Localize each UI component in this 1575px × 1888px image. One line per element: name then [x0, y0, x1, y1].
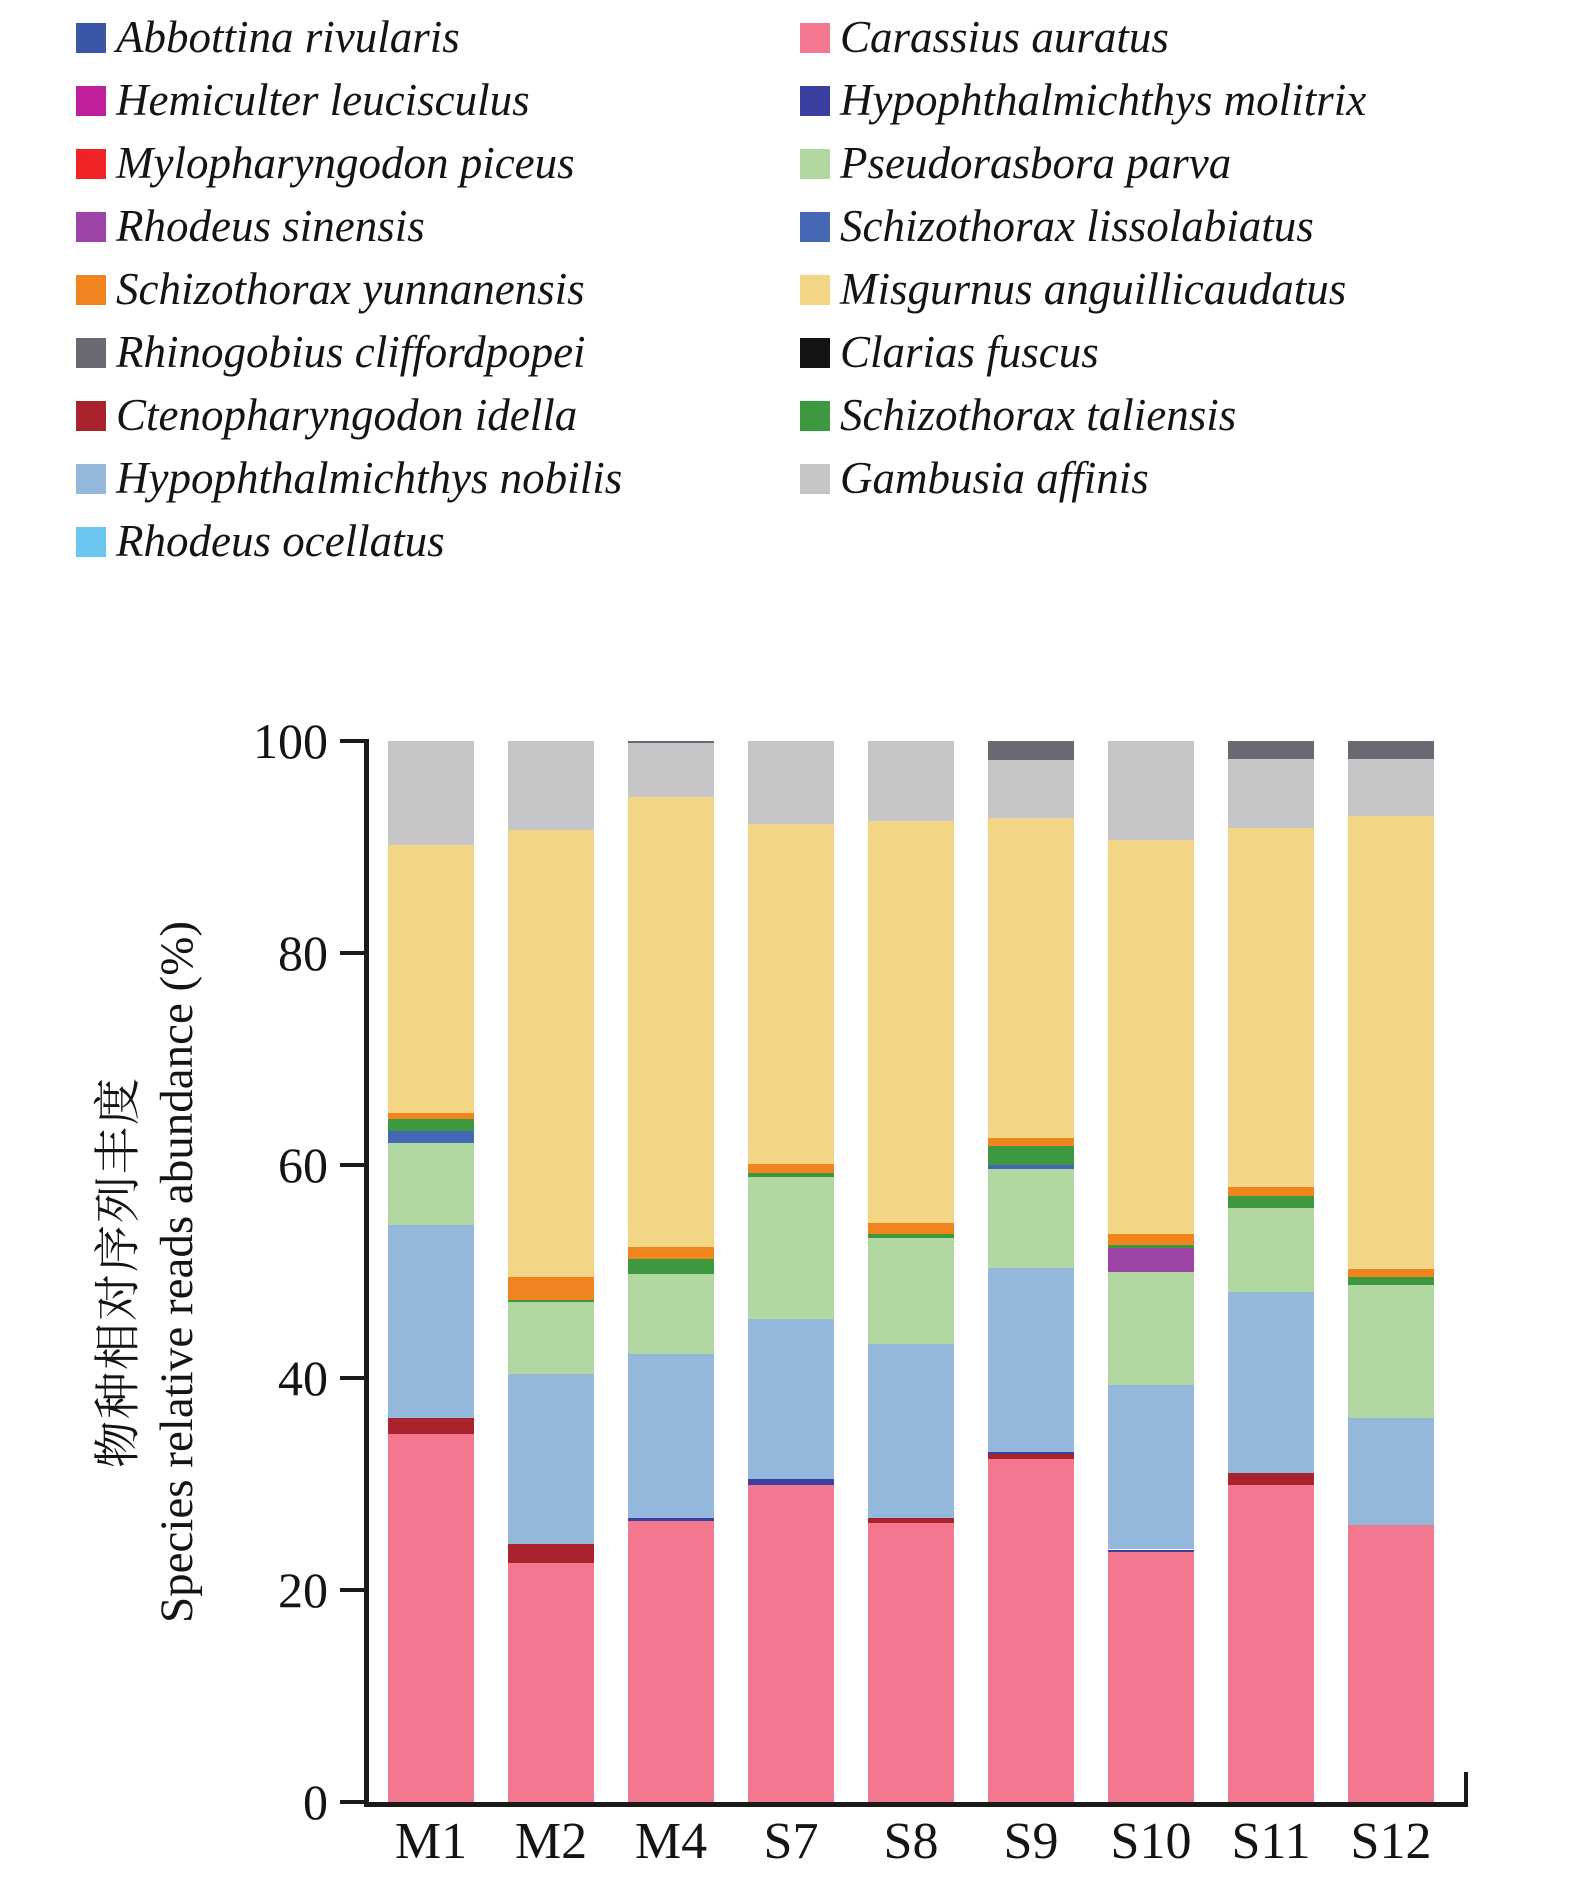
x-tick-label-s9: S9	[1003, 1813, 1059, 1870]
legend-label-abbottina-rivularis: Abbottina rivularis	[116, 12, 460, 62]
x-tick-label-s12: S12	[1350, 1813, 1432, 1870]
bar-s8	[868, 741, 954, 1802]
segment-s10-misgurnus-anguillicaudatus	[1108, 840, 1194, 1235]
legend-label-hemiculter-leucisculus: Hemiculter leucisculus	[116, 75, 530, 125]
segment-m2-misgurnus-anguillicaudatus	[508, 830, 594, 1277]
segment-s8-schizothorax-yunnanensis	[868, 1223, 954, 1235]
y-axis-title	[90, 672, 206, 1872]
segment-s12-pseudorasbora-parva	[1348, 1285, 1434, 1418]
bar-s9	[988, 741, 1074, 1802]
segment-s7-pseudorasbora-parva	[748, 1177, 834, 1319]
legend-column-left	[76, 6, 622, 573]
y-tick-0	[340, 1800, 364, 1804]
y-tick-100	[340, 739, 364, 743]
segment-s7-schizothorax-yunnanensis	[748, 1164, 834, 1172]
plot-area	[369, 741, 1465, 1802]
segment-m4-hypophthalmichthys-nobilis	[628, 1354, 714, 1517]
legend-item-hypophthalmichthys-molitrix	[800, 69, 1366, 132]
bar-s11	[1228, 741, 1314, 1802]
legend-label-mylopharyngodon-piceus: Mylopharyngodon piceus	[116, 138, 575, 188]
segment-m1-schizothorax-taliensis	[388, 1119, 474, 1132]
segment-s9-schizothorax-taliensis	[988, 1146, 1074, 1165]
segment-s7-misgurnus-anguillicaudatus	[748, 824, 834, 1165]
segment-s7-gambusia-affinis	[748, 741, 834, 824]
legend-swatch-gambusia-affinis	[800, 464, 830, 494]
segment-s9-hypophthalmichthys-nobilis	[988, 1268, 1074, 1452]
segment-s8-ctenopharyngodon-idella	[868, 1518, 954, 1523]
legend-swatch-hemiculter-leucisculus	[76, 86, 106, 116]
segment-s10-carassius-auratus	[1108, 1552, 1194, 1802]
segment-s7-carassius-auratus	[748, 1485, 834, 1802]
segment-s8-misgurnus-anguillicaudatus	[868, 821, 954, 1223]
segment-s8-hypophthalmichthys-nobilis	[868, 1344, 954, 1518]
bar-m1	[388, 741, 474, 1802]
legend-column-right	[800, 6, 1366, 510]
y-tick-label-80: 80	[278, 925, 328, 982]
legend-label-hypophthalmichthys-nobilis: Hypophthalmichthys nobilis	[116, 453, 623, 503]
segment-m1-schizothorax-yunnanensis	[388, 1113, 474, 1118]
legend-item-carassius-auratus	[800, 6, 1366, 69]
segment-s12-misgurnus-anguillicaudatus	[1348, 816, 1434, 1269]
segment-s9-misgurnus-anguillicaudatus	[988, 818, 1074, 1137]
segment-m2-schizothorax-yunnanensis	[508, 1277, 594, 1300]
segment-s11-ctenopharyngodon-idella	[1228, 1473, 1314, 1485]
legend-swatch-pseudorasbora-parva	[800, 149, 830, 179]
segment-s11-misgurnus-anguillicaudatus	[1228, 828, 1314, 1187]
segment-s11-rhinogobius-cliffordpopei	[1228, 741, 1314, 759]
legend-label-hypophthalmichthys-molitrix: Hypophthalmichthys molitrix	[840, 75, 1367, 125]
segment-m2-ctenopharyngodon-idella	[508, 1544, 594, 1563]
segment-m1-gambusia-affinis	[388, 741, 474, 845]
segment-m2-schizothorax-taliensis	[508, 1300, 594, 1302]
legend-swatch-ctenopharyngodon-idella	[76, 401, 106, 431]
segment-s12-gambusia-affinis	[1348, 759, 1434, 816]
legend-label-rhodeus-sinensis: Rhodeus sinensis	[116, 201, 425, 251]
legend-item-ctenopharyngodon-idella	[76, 384, 622, 447]
x-tick-label-s11: S11	[1231, 1813, 1311, 1870]
segment-s10-schizothorax-taliensis	[1108, 1245, 1194, 1248]
segment-s10-hypophthalmichthys-molitrix	[1108, 1550, 1194, 1552]
bar-m2	[508, 741, 594, 1802]
legend-item-rhodeus-ocellatus	[76, 510, 622, 573]
segment-m1-ctenopharyngodon-idella	[388, 1418, 474, 1434]
segment-s11-gambusia-affinis	[1228, 759, 1314, 828]
legend-swatch-schizothorax-taliensis	[800, 401, 830, 431]
x-tick-label-m4: M4	[634, 1813, 708, 1870]
segment-s9-hypophthalmichthys-molitrix	[988, 1452, 1074, 1454]
segment-s11-schizothorax-taliensis	[1228, 1196, 1314, 1208]
legend-item-schizothorax-lissolabiatus	[800, 195, 1366, 258]
legend-swatch-misgurnus-anguillicaudatus	[800, 275, 830, 305]
segment-s11-hypophthalmichthys-nobilis	[1228, 1292, 1314, 1473]
segment-s12-schizothorax-yunnanensis	[1348, 1269, 1434, 1276]
segment-s9-schizothorax-lissolabiatus	[988, 1165, 1074, 1168]
legend-swatch-abbottina-rivularis	[76, 23, 106, 53]
segment-s8-schizothorax-taliensis	[868, 1234, 954, 1237]
legend-swatch-schizothorax-lissolabiatus	[800, 212, 830, 242]
segment-m2-carassius-auratus	[508, 1563, 594, 1802]
segment-m1-carassius-auratus	[388, 1434, 474, 1802]
x-tick-label-m2: M2	[514, 1813, 588, 1870]
x-tick-label-s10: S10	[1110, 1813, 1192, 1870]
y-tick-label-40: 40	[278, 1349, 328, 1406]
segment-s12-rhinogobius-cliffordpopei	[1348, 741, 1434, 759]
segment-m2-pseudorasbora-parva	[508, 1302, 594, 1374]
legend-label-gambusia-affinis: Gambusia affinis	[840, 453, 1149, 503]
y-tick-20	[340, 1588, 364, 1592]
x-tick-label-s7: S7	[763, 1813, 819, 1870]
legend-label-clarias-fuscus: Clarias fuscus	[840, 327, 1099, 377]
bar-s12	[1348, 741, 1434, 1802]
y-axis-title-chinese: 物种相对序列丰度	[93, 1076, 145, 1468]
legend-label-schizothorax-lissolabiatus: Schizothorax lissolabiatus	[840, 201, 1314, 251]
segment-m4-hypophthalmichthys-molitrix	[628, 1518, 714, 1521]
segment-s12-hypophthalmichthys-nobilis	[1348, 1418, 1434, 1525]
legend-item-gambusia-affinis	[800, 447, 1366, 510]
segment-s8-pseudorasbora-parva	[868, 1238, 954, 1344]
y-tick-40	[340, 1376, 364, 1380]
legend-swatch-carassius-auratus	[800, 23, 830, 53]
x-axis-line	[364, 1802, 1468, 1807]
segment-s10-gambusia-affinis	[1108, 741, 1194, 840]
legend-swatch-schizothorax-yunnanensis	[76, 275, 106, 305]
segment-s7-hypophthalmichthys-nobilis	[748, 1319, 834, 1479]
legend-swatch-rhodeus-ocellatus	[76, 527, 106, 557]
legend-item-clarias-fuscus	[800, 321, 1366, 384]
legend-label-carassius-auratus: Carassius auratus	[840, 12, 1169, 62]
segment-s7-schizothorax-taliensis	[748, 1173, 834, 1177]
segment-s10-schizothorax-yunnanensis	[1108, 1234, 1194, 1245]
segment-m4-pseudorasbora-parva	[628, 1274, 714, 1355]
legend-item-rhodeus-sinensis	[76, 195, 622, 258]
legend-item-hypophthalmichthys-nobilis	[76, 447, 622, 510]
legend-item-abbottina-rivularis	[76, 6, 622, 69]
y-tick-60	[340, 1163, 364, 1167]
segment-s12-schizothorax-taliensis	[1348, 1277, 1434, 1285]
segment-s9-ctenopharyngodon-idella	[988, 1454, 1074, 1459]
bar-s10	[1108, 741, 1194, 1802]
segment-s10-rhodeus-sinensis	[1108, 1248, 1194, 1271]
legend-swatch-mylopharyngodon-piceus	[76, 149, 106, 179]
segment-m4-gambusia-affinis	[628, 743, 714, 797]
segment-s11-schizothorax-yunnanensis	[1228, 1187, 1314, 1197]
y-axis-title-english: Species relative reads abundance (%)	[151, 920, 203, 1624]
legend-label-ctenopharyngodon-idella: Ctenopharyngodon idella	[116, 390, 578, 440]
legend-label-schizothorax-yunnanensis: Schizothorax yunnanensis	[116, 264, 585, 314]
legend-label-schizothorax-taliensis: Schizothorax taliensis	[840, 390, 1237, 440]
segment-m1-pseudorasbora-parva	[388, 1143, 474, 1225]
legend-swatch-rhodeus-sinensis	[76, 212, 106, 242]
legend-item-schizothorax-taliensis	[800, 384, 1366, 447]
y-tick-label-100: 100	[253, 713, 328, 769]
y-tick-label-60: 60	[278, 1137, 328, 1194]
y-tick-label-0: 0	[303, 1774, 328, 1830]
legend-item-rhinogobius-cliffordpopei	[76, 321, 622, 384]
legend-item-hemiculter-leucisculus	[76, 69, 622, 132]
y-tick-80	[340, 951, 364, 955]
segment-m4-rhinogobius-cliffordpopei	[628, 741, 714, 743]
legend-swatch-rhinogobius-cliffordpopei	[76, 338, 106, 368]
bar-m4	[628, 741, 714, 1802]
segment-s11-pseudorasbora-parva	[1228, 1208, 1314, 1292]
segment-s9-rhinogobius-cliffordpopei	[988, 741, 1074, 760]
legend-item-pseudorasbora-parva	[800, 132, 1366, 195]
segment-m4-carassius-auratus	[628, 1521, 714, 1802]
x-tick-label-m1: M1	[394, 1813, 468, 1870]
legend-item-mylopharyngodon-piceus	[76, 132, 622, 195]
segment-s9-carassius-auratus	[988, 1459, 1074, 1802]
bar-s7	[748, 741, 834, 1802]
segment-s9-schizothorax-yunnanensis	[988, 1138, 1074, 1146]
segment-m4-schizothorax-yunnanensis	[628, 1247, 714, 1259]
legend-label-rhinogobius-cliffordpopei: Rhinogobius cliffordpopei	[116, 327, 586, 377]
legend-label-pseudorasbora-parva: Pseudorasbora parva	[840, 138, 1232, 188]
segment-m1-misgurnus-anguillicaudatus	[388, 845, 474, 1113]
legend-swatch-hypophthalmichthys-nobilis	[76, 464, 106, 494]
segment-s12-carassius-auratus	[1348, 1525, 1434, 1802]
segment-s11-carassius-auratus	[1228, 1485, 1314, 1802]
legend-label-misgurnus-anguillicaudatus: Misgurnus anguillicaudatus	[840, 264, 1347, 314]
segment-m2-hypophthalmichthys-nobilis	[508, 1374, 594, 1544]
segment-s8-gambusia-affinis	[868, 741, 954, 821]
y-tick-label-20: 20	[278, 1561, 328, 1618]
segment-s8-carassius-auratus	[868, 1523, 954, 1802]
segment-s10-pseudorasbora-parva	[1108, 1272, 1194, 1386]
legend-swatch-hypophthalmichthys-molitrix	[800, 86, 830, 116]
segment-s9-gambusia-affinis	[988, 760, 1074, 818]
legend-item-misgurnus-anguillicaudatus	[800, 258, 1366, 321]
x-tick-label-s8: S8	[883, 1813, 939, 1870]
segment-m4-misgurnus-anguillicaudatus	[628, 797, 714, 1247]
segment-s7-hypophthalmichthys-molitrix	[748, 1479, 834, 1484]
legend-label-rhodeus-ocellatus: Rhodeus ocellatus	[116, 516, 445, 566]
segment-s9-pseudorasbora-parva	[988, 1169, 1074, 1269]
segment-m2-gambusia-affinis	[508, 741, 594, 830]
legend-swatch-clarias-fuscus	[800, 338, 830, 368]
segment-m1-hypophthalmichthys-nobilis	[388, 1225, 474, 1418]
segment-m1-schizothorax-lissolabiatus	[388, 1131, 474, 1143]
segment-m4-schizothorax-taliensis	[628, 1259, 714, 1274]
segment-s10-hypophthalmichthys-nobilis	[1108, 1385, 1194, 1549]
legend-item-schizothorax-yunnanensis	[76, 258, 622, 321]
